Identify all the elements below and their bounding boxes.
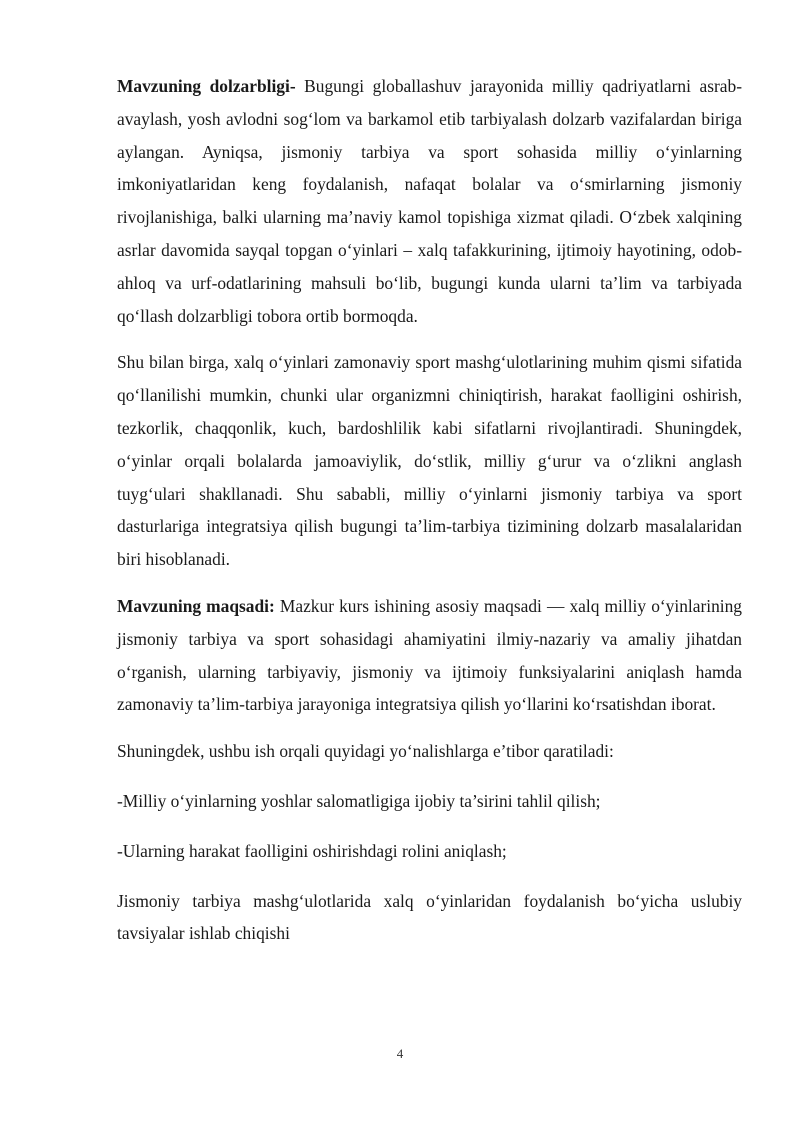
paragraph-directions-intro xyxy=(117,735,742,768)
list-item-health-text: -Milliy o‘yinlarning yoshlar salomatligiga ijobiy ta’sirini tahlil qilish; xyxy=(117,790,601,811)
relevance-heading: Mavzuning dolzarbligi- xyxy=(117,76,296,96)
document-page xyxy=(117,70,742,964)
list-item-activity xyxy=(117,835,742,868)
recommendations-text: Jismoniy tarbiya mashg‘ulotlarida xalq o‘yinlaridan foydalanish bo‘yicha uslubiy tavsiyalar ishlab chiqishi xyxy=(117,890,742,944)
paragraph-integration xyxy=(117,346,742,576)
list-item-health xyxy=(117,785,742,818)
relevance-text: Bugungi globallashuv jarayonida milliy qadriyatlarni asrab-avaylash, yosh avlodni sog‘lom va barkamol etib tarbiyalash dolzarb vazifalardan biriga aylangan. Ayniqsa, jismoniy tarbiya va sport sohasida milliy o‘yinlarning imkoniyatlaridan keng foydalanish, nafaqat bolalar va o‘smirlarning jismoniy rivojlanishiga, balki ularning ma’naviy kamol topishiga xizmat qiladi. O‘zbek xalqining asrlar davomida sayqal topgan o‘yinlari – xalq tafakkurining, ijtimoiy hayotining, odob-ahloq va urf-odatlarining mahsuli bo‘lib, bugungi kunda ularni ta’lim va tarbiyada qo‘llash dolzarbligi tobora ortib bormoqda. xyxy=(117,76,742,326)
goal-heading: Mavzuning maqsadi: xyxy=(117,595,275,616)
goal-text: Mazkur kurs ishining asosiy maqsadi — xalq milliy o‘yinlarining jismoniy tarbiya va sport sohasidagi ahamiyatini ilmiy-nazariy va amaliy jihatdan o‘rganish, ularning tarbiyaviy, jismoniy va ijtimoiy funksiyalarini aniqlash hamda zamonaviy ta’lim-tarbiya jarayoniga integratsiya qilish yo‘llarini ko‘rsatishdan iborat. xyxy=(117,595,742,715)
integration-text: Shu bilan birga, xalq o‘yinlari zamonaviy sport mashg‘ulotlarining muhim qismi sifatida qo‘llanilishi mumkin, chunki ular organizmni chiniqtirish, harakat faolligini oshirish, tezkorlik, chaqqonlik, kuch, bardoshlilik kabi sifatlarni rivojlantiradi. Shuningdek, o‘yinlar orqali bolalarda jamoaviylik, do‘stlik, milliy g‘urur va o‘zlikni anglash tuyg‘ulari shakllanadi. Shu sababli, milliy o‘yinlarni jismoniy tarbiya va sport dasturlariga integratsiya qilish bugungi ta’lim-tarbiya tizimining dolzarb masalalaridan biri hisoblanadi. xyxy=(117,352,742,570)
paragraph-relevance xyxy=(117,70,742,332)
paragraph-recommendations xyxy=(117,885,742,951)
list-item-activity-text: -Ularning harakat faolligini oshirishdagi rolini aniqlash; xyxy=(117,840,507,861)
directions-intro-text: Shuningdek, ushbu ish orqali quyidagi yo‘nalishlarga e’tibor qaratiladi: xyxy=(117,741,614,762)
page-number: 4 xyxy=(396,1046,404,1061)
paragraph-goal xyxy=(117,590,742,721)
